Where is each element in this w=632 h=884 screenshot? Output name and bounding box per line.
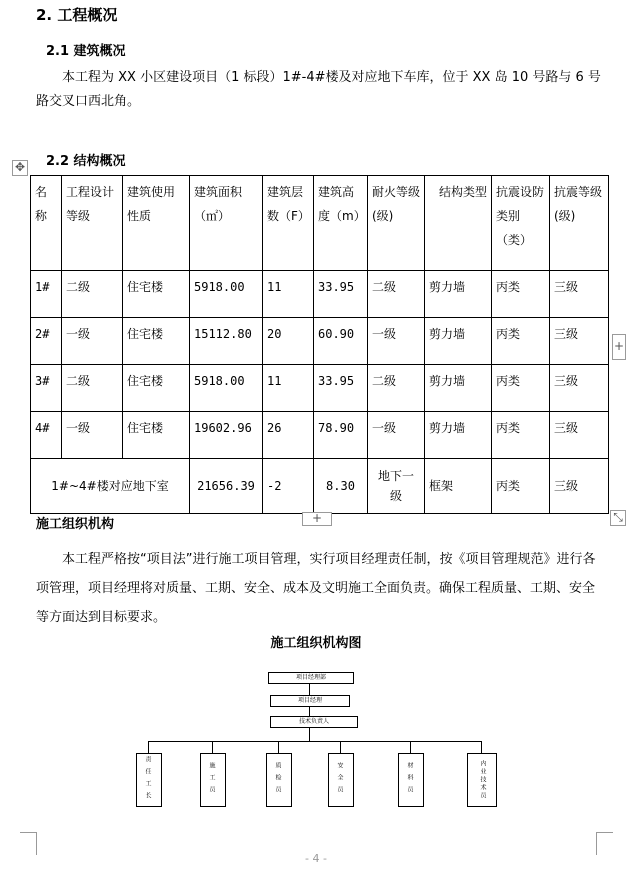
table-cell[interactable]: 33.95 (314, 271, 368, 318)
table-cell[interactable]: 78.90 (314, 412, 368, 459)
org-paragraph: 本工程严格按“项目法”进行施工项目管理，实行项目经理责任制，按《项目管理规范》进行各项管理，项目经理将对质量、工期、安全、成本及文明施工全面负责。确保工程质量、工期、安全等方面达到目标要求。 (36, 552, 596, 625)
table-cell[interactable]: 住宅楼 (123, 412, 190, 459)
table-cell[interactable]: 60.90 (314, 318, 368, 365)
table-cell[interactable]: 5918.00 (190, 365, 263, 412)
table-row (31, 365, 609, 412)
table-cell[interactable]: 丙类 (492, 365, 550, 412)
table-cell[interactable]: 剪力墙 (425, 318, 492, 365)
header-cell[interactable]: 抗震设防类别（类） (492, 176, 550, 271)
table-cell[interactable]: 住宅楼 (123, 365, 190, 412)
table-cell[interactable]: 11 (263, 271, 314, 318)
org-box-foreman: 责任工长 (136, 753, 162, 807)
table-cell[interactable]: 住宅楼 (123, 271, 190, 318)
connector-line (278, 741, 279, 753)
table-cell[interactable]: 1# (31, 271, 62, 318)
connector-line (212, 741, 213, 753)
table-cell[interactable]: 15112.80 (190, 318, 263, 365)
connector-line (309, 683, 310, 695)
header-cell[interactable]: 结构类型 (425, 176, 492, 271)
table-cell[interactable]: 二级 (62, 271, 123, 318)
org-box-safety-officer: 安全员 (328, 753, 354, 807)
table-cell[interactable]: 二级 (62, 365, 123, 412)
connector-line (309, 727, 310, 741)
table-row (31, 412, 609, 459)
table-row (31, 318, 609, 365)
table-cell[interactable]: 19602.96 (190, 412, 263, 459)
table-move-handle-icon[interactable]: ✥ (12, 160, 28, 176)
table-row-basement (31, 459, 609, 514)
table-cell[interactable]: 1#~4#楼对应地下室 (31, 459, 190, 514)
table-cell[interactable]: 三级 (550, 365, 609, 412)
table-resize-icon[interactable]: ⤡ (610, 510, 626, 526)
header-cell[interactable]: 建筑高度（m） (314, 176, 368, 271)
add-row-button[interactable]: + (302, 512, 332, 526)
connector-line (410, 741, 411, 753)
header-cell[interactable]: 建筑使用性质 (123, 176, 190, 271)
building-heading: 2.1 建筑概况 (46, 44, 126, 59)
table-cell[interactable]: 剪力墙 (425, 271, 492, 318)
table-cell[interactable]: 20 (263, 318, 314, 365)
add-column-button[interactable]: + (612, 334, 626, 360)
header-cell[interactable]: 耐火等级(级) (368, 176, 425, 271)
org-box-materials-officer: 材料员 (398, 753, 424, 807)
table-row (31, 271, 609, 318)
table-cell[interactable]: 21656.39 (190, 459, 263, 514)
table-cell[interactable]: 5918.00 (190, 271, 263, 318)
table-cell[interactable]: 二级 (368, 271, 425, 318)
table-cell[interactable]: 11 (263, 365, 314, 412)
table-cell[interactable]: 剪力墙 (425, 365, 492, 412)
connector-line (309, 706, 310, 716)
table-cell[interactable]: 地下一级 (368, 459, 425, 514)
org-chart-title: 施工组织机构图 (270, 636, 362, 651)
connector-line (148, 741, 149, 753)
table-cell[interactable]: 三级 (550, 318, 609, 365)
table-cell[interactable]: 3# (31, 365, 62, 412)
table-cell[interactable]: 三级 (550, 459, 609, 514)
table-cell[interactable]: 二级 (368, 365, 425, 412)
table-cell[interactable]: 一级 (62, 318, 123, 365)
page-number: - 4 - (305, 852, 327, 865)
connector-line (481, 741, 482, 753)
header-cell[interactable]: 建筑层数（F） (263, 176, 314, 271)
table-cell[interactable]: 丙类 (492, 459, 550, 514)
org-box-tech-lead: 技术负责人 (270, 716, 358, 728)
section-title: 2. 工程概况 (36, 6, 118, 24)
table-header-row (31, 176, 609, 271)
table-cell[interactable]: 剪力墙 (425, 412, 492, 459)
connector-line (340, 741, 341, 753)
structure-heading: 2.2 结构概况 (46, 154, 126, 169)
org-box-quality-inspector: 质检员 (266, 753, 292, 807)
table-cell[interactable]: 丙类 (492, 412, 550, 459)
table-cell[interactable]: 三级 (550, 271, 609, 318)
table-cell[interactable]: 三级 (550, 412, 609, 459)
org-box-project-manager: 项目经理 (270, 695, 350, 707)
connector-line (148, 741, 482, 742)
table-cell[interactable]: 一级 (62, 412, 123, 459)
table-cell[interactable]: 一级 (368, 318, 425, 365)
table-cell[interactable]: 框架 (425, 459, 492, 514)
table-cell[interactable]: 住宅楼 (123, 318, 190, 365)
table-cell[interactable]: 26 (263, 412, 314, 459)
header-cell[interactable]: 名称 (31, 176, 62, 271)
table-cell[interactable]: 丙类 (492, 271, 550, 318)
table-cell[interactable]: 8.30 (314, 459, 368, 514)
org-box-technician: 内业技术员 (467, 753, 497, 807)
table-cell[interactable]: -2 (263, 459, 314, 514)
building-paragraph: 本工程为 XX 小区建设项目（1 标段）1#-4#楼及对应地下车库，位于 XX 岛 10 号路与 6 号路交叉口西北角。 (36, 70, 601, 109)
structure-table (30, 175, 609, 514)
org-box-constructor: 施工员 (200, 753, 226, 807)
table-cell[interactable]: 丙类 (492, 318, 550, 365)
header-cell[interactable]: 建筑面积（㎡） (190, 176, 263, 271)
header-cell[interactable]: 抗震等级(级) (550, 176, 609, 271)
table-cell[interactable]: 4# (31, 412, 62, 459)
table-cell[interactable]: 33.95 (314, 365, 368, 412)
table-cell[interactable]: 2# (31, 318, 62, 365)
table-cell[interactable]: 一级 (368, 412, 425, 459)
header-cell[interactable]: 工程设计等级 (62, 176, 123, 271)
org-heading: 施工组织机构 (36, 517, 115, 532)
org-box-project-dept: 项目经理部 (268, 672, 354, 684)
